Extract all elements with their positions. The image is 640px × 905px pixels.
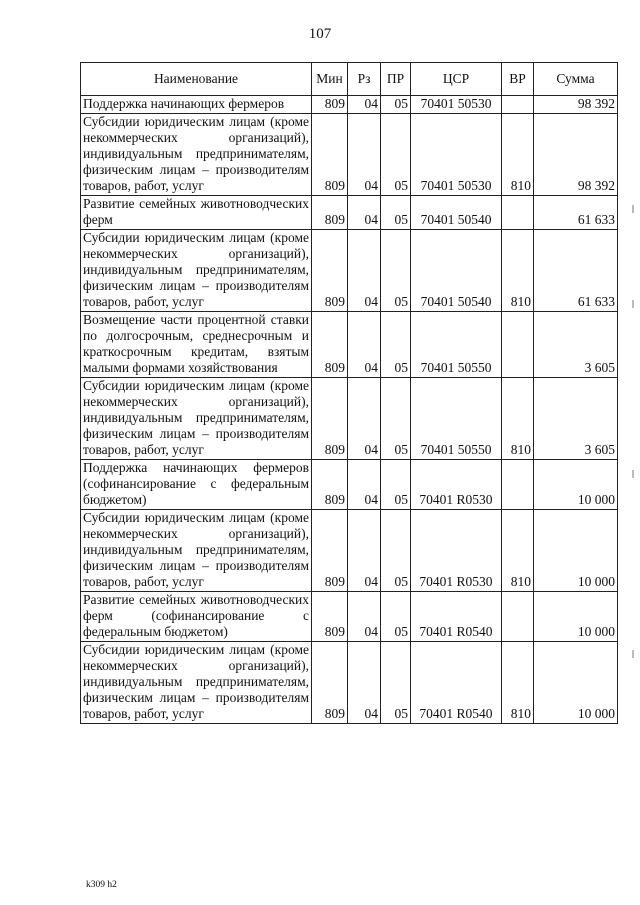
table-row <box>81 114 618 196</box>
row-vr: 810 <box>502 114 534 196</box>
header-sum: Сумма <box>534 63 618 96</box>
budget-table <box>80 62 618 724</box>
table-row <box>81 196 618 230</box>
row-min: 809 <box>312 196 348 230</box>
row-sum: 10 000 <box>534 460 618 510</box>
row-vr <box>502 96 534 114</box>
row-min: 809 <box>312 312 348 378</box>
row-vr <box>502 312 534 378</box>
row-sum: 10 000 <box>534 510 618 592</box>
margin-mark <box>632 470 634 478</box>
page-number: 107 <box>308 26 332 42</box>
row-rz: 04 <box>348 312 381 378</box>
row-csr: 70401 50550 <box>411 312 502 378</box>
row-pr: 05 <box>381 592 411 642</box>
row-vr: 810 <box>502 378 534 460</box>
row-rz: 04 <box>348 642 381 724</box>
row-vr: 810 <box>502 642 534 724</box>
row-csr: 70401 50530 <box>411 114 502 196</box>
table-row <box>81 460 618 510</box>
row-min: 809 <box>312 378 348 460</box>
row-name: Субсидии юридическим лицам (кроме некоммерческих организаций), индивидуальным предпринимателям, физическим лицам – производителям товаров, работ, услуг <box>81 230 312 312</box>
row-pr: 05 <box>381 230 411 312</box>
table-row <box>81 96 618 114</box>
row-vr <box>502 460 534 510</box>
row-pr: 05 <box>381 642 411 724</box>
row-name: Субсидии юридическим лицам (кроме некоммерческих организаций), индивидуальным предпринимателям, физическим лицам – производителям товаров, работ, услуг <box>81 642 312 724</box>
row-min: 809 <box>312 230 348 312</box>
header-min: Мин <box>312 63 348 96</box>
row-pr: 05 <box>381 510 411 592</box>
row-min: 809 <box>312 460 348 510</box>
header-vr: ВР <box>502 63 534 96</box>
header-csr: ЦСР <box>411 63 502 96</box>
margin-mark <box>632 205 634 213</box>
row-min: 809 <box>312 510 348 592</box>
table-row <box>81 230 618 312</box>
row-vr <box>502 196 534 230</box>
row-csr: 70401 R0530 <box>411 460 502 510</box>
row-pr: 05 <box>381 460 411 510</box>
header-pr: ПР <box>381 63 411 96</box>
row-min: 809 <box>312 114 348 196</box>
row-name: Субсидии юридическим лицам (кроме некоммерческих организаций), индивидуальным предпринимателям, физическим лицам – производителям товаров, работ, услуг <box>81 114 312 196</box>
row-min: 809 <box>312 96 348 114</box>
row-sum: 10 000 <box>534 592 618 642</box>
row-pr: 05 <box>381 96 411 114</box>
row-pr: 05 <box>381 196 411 230</box>
row-pr: 05 <box>381 114 411 196</box>
row-csr: 70401 50530 <box>411 96 502 114</box>
row-name: Развитие семейных животноводческих ферм <box>81 196 312 230</box>
row-sum: 10 000 <box>534 642 618 724</box>
row-csr: 70401 R0540 <box>411 592 502 642</box>
row-rz: 04 <box>348 378 381 460</box>
row-rz: 04 <box>348 510 381 592</box>
row-rz: 04 <box>348 114 381 196</box>
row-name: Субсидии юридическим лицам (кроме некоммерческих организаций), индивидуальным предпринимателям, физическим лицам – производителям товаров, работ, услуг <box>81 510 312 592</box>
margin-mark <box>632 650 634 658</box>
row-csr: 70401 50540 <box>411 196 502 230</box>
table-row <box>81 642 618 724</box>
header-name: Наименование <box>81 63 312 96</box>
row-name: Поддержка начинающих фермеров (софинансирование с федеральным бюджетом) <box>81 460 312 510</box>
row-pr: 05 <box>381 378 411 460</box>
row-vr <box>502 592 534 642</box>
row-rz: 04 <box>348 230 381 312</box>
row-rz: 04 <box>348 196 381 230</box>
row-rz: 04 <box>348 96 381 114</box>
row-min: 809 <box>312 592 348 642</box>
row-rz: 04 <box>348 592 381 642</box>
table-row <box>81 510 618 592</box>
row-sum: 3 605 <box>534 312 618 378</box>
table-row <box>81 378 618 460</box>
row-pr: 05 <box>381 312 411 378</box>
header-row <box>81 63 618 96</box>
row-sum: 61 633 <box>534 196 618 230</box>
row-csr: 70401 R0530 <box>411 510 502 592</box>
row-sum: 61 633 <box>534 230 618 312</box>
row-name: Субсидии юридическим лицам (кроме некоммерческих организаций), индивидуальным предпринимателям, физическим лицам – производителям товаров, работ, услуг <box>81 378 312 460</box>
row-vr: 810 <box>502 230 534 312</box>
row-sum: 98 392 <box>534 96 618 114</box>
row-vr: 810 <box>502 510 534 592</box>
row-name: Возмещение части процентной ставки по долгосрочным, среднесрочным и краткосрочным кредитам, взятым малыми формами хозяйствования <box>81 312 312 378</box>
footer-code: k309 h2 <box>86 880 117 890</box>
table-row <box>81 592 618 642</box>
row-csr: 70401 50540 <box>411 230 502 312</box>
row-rz: 04 <box>348 460 381 510</box>
row-min: 809 <box>312 642 348 724</box>
row-csr: 70401 R0540 <box>411 642 502 724</box>
table-row <box>81 312 618 378</box>
header-rz: Рз <box>348 63 381 96</box>
row-sum: 3 605 <box>534 378 618 460</box>
row-name: Развитие семейных животноводческих ферм (софинансирование с федеральным бюджетом) <box>81 592 312 642</box>
row-name: Поддержка начинающих фермеров <box>81 96 312 114</box>
row-csr: 70401 50550 <box>411 378 502 460</box>
margin-mark <box>632 300 634 308</box>
row-sum: 98 392 <box>534 114 618 196</box>
